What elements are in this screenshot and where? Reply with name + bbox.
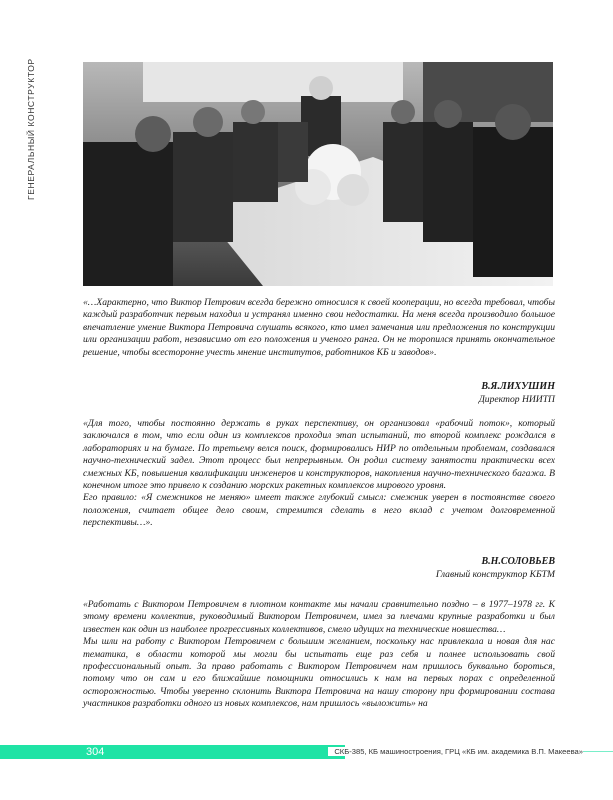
footer-caption: СКБ-385, КБ машиностроения, ГРЦ «КБ им. академика В.П. Макеева» (328, 747, 583, 756)
quote-likhushin (83, 297, 555, 359)
quote-paragraph: «Для того, чтобы постоянно держать в руках перспективу, он организовал «рабочий поток», который заключался в том, что если один из комплексов проходил этап испытаний, то второй комплекс рождался в лабораториях и на бумаге. По третьему велся поиск, формировались НИР по отдельным проблемам, создавался научно-технический задел. Этот процесс был непрерывным. Он родил систему занятости практически всех смежных КБ, повышения квалификации инженеров и конструкторов, накопления научно-технического багажа. В конечном итоге это привело к созданию морских ракетных комплексов мирового уровня. (83, 418, 555, 492)
meeting-photo (83, 62, 553, 286)
section-title-text: ГЕНЕРАЛЬНЫЙ КОНСТРУКТОР (26, 58, 36, 200)
quote-paragraph: «Работать с Виктором Петровичем в плотном контакте мы начали сравнительно поздно – в 1977–1978 гг. К этому времени коллектив, руководимый Виктором Петровичем, имел за плечами крупные разработки и был известен как один из наиболее прогрессивных коллективов, смело идущих на технические новшества… (83, 599, 555, 635)
quote-text: «…Характерно, что Виктор Петрович всегда бережно относился к своей кооперации, но всегда требовал, чтобы каждый разработчик первым находил и устранял именно свои недостатки. На меня всегда производило большое впечатление умение Виктора Петровича слушать всякого, кто имел замечания или предложения по конструкции или организации работ, независимо от его положения и ученого ранга. Он не торопился принять окончательное решение, чтобы всесторонне учесть мнение институтов, работников КБ и заводов». (83, 297, 555, 358)
section-title-vertical (22, 60, 42, 200)
author-role: Главный конструктор КБТМ (435, 569, 555, 580)
quote-paragraph: Мы шли на работу с Виктором Петровичем с большим желанием, поскольку нас привлекала и новая для нас тематика, в области которой мы могли бы испытать еще раз себя и полнее использовать свой профессиональный опыт. За право работать с Виктором Петровичем нам пришлось буквально бороться, потому что он сам и его ближайшие помощники относились к нам на первых порах с определенной осторожностью. Чтобы уверенно склонить Виктора Петровича на нашу сторону при формировании состава участников разработки одного из новых комплексов, нам пришлось «выложить» на (83, 636, 555, 710)
page-number: 304 (86, 746, 105, 758)
quote-paragraph: Его правило: «Я смежников не меняю» имеет также глубокий смысл: смежник уверен в постоянстве своего положения, считает общее дело своим, стремится сделать в него вклад с учетом долговременной перспективы…». (83, 492, 555, 529)
quote-third (83, 599, 555, 711)
author-role: Директор НИИТП (478, 394, 555, 405)
author-name: В.Я.ЛИХУШИН (481, 381, 555, 392)
quote-soloviev (83, 418, 555, 530)
footer-accent-bar (0, 745, 345, 759)
author-name: В.Н.СОЛОВЬЕВ (481, 556, 555, 567)
meeting-photo-icon (83, 62, 553, 286)
